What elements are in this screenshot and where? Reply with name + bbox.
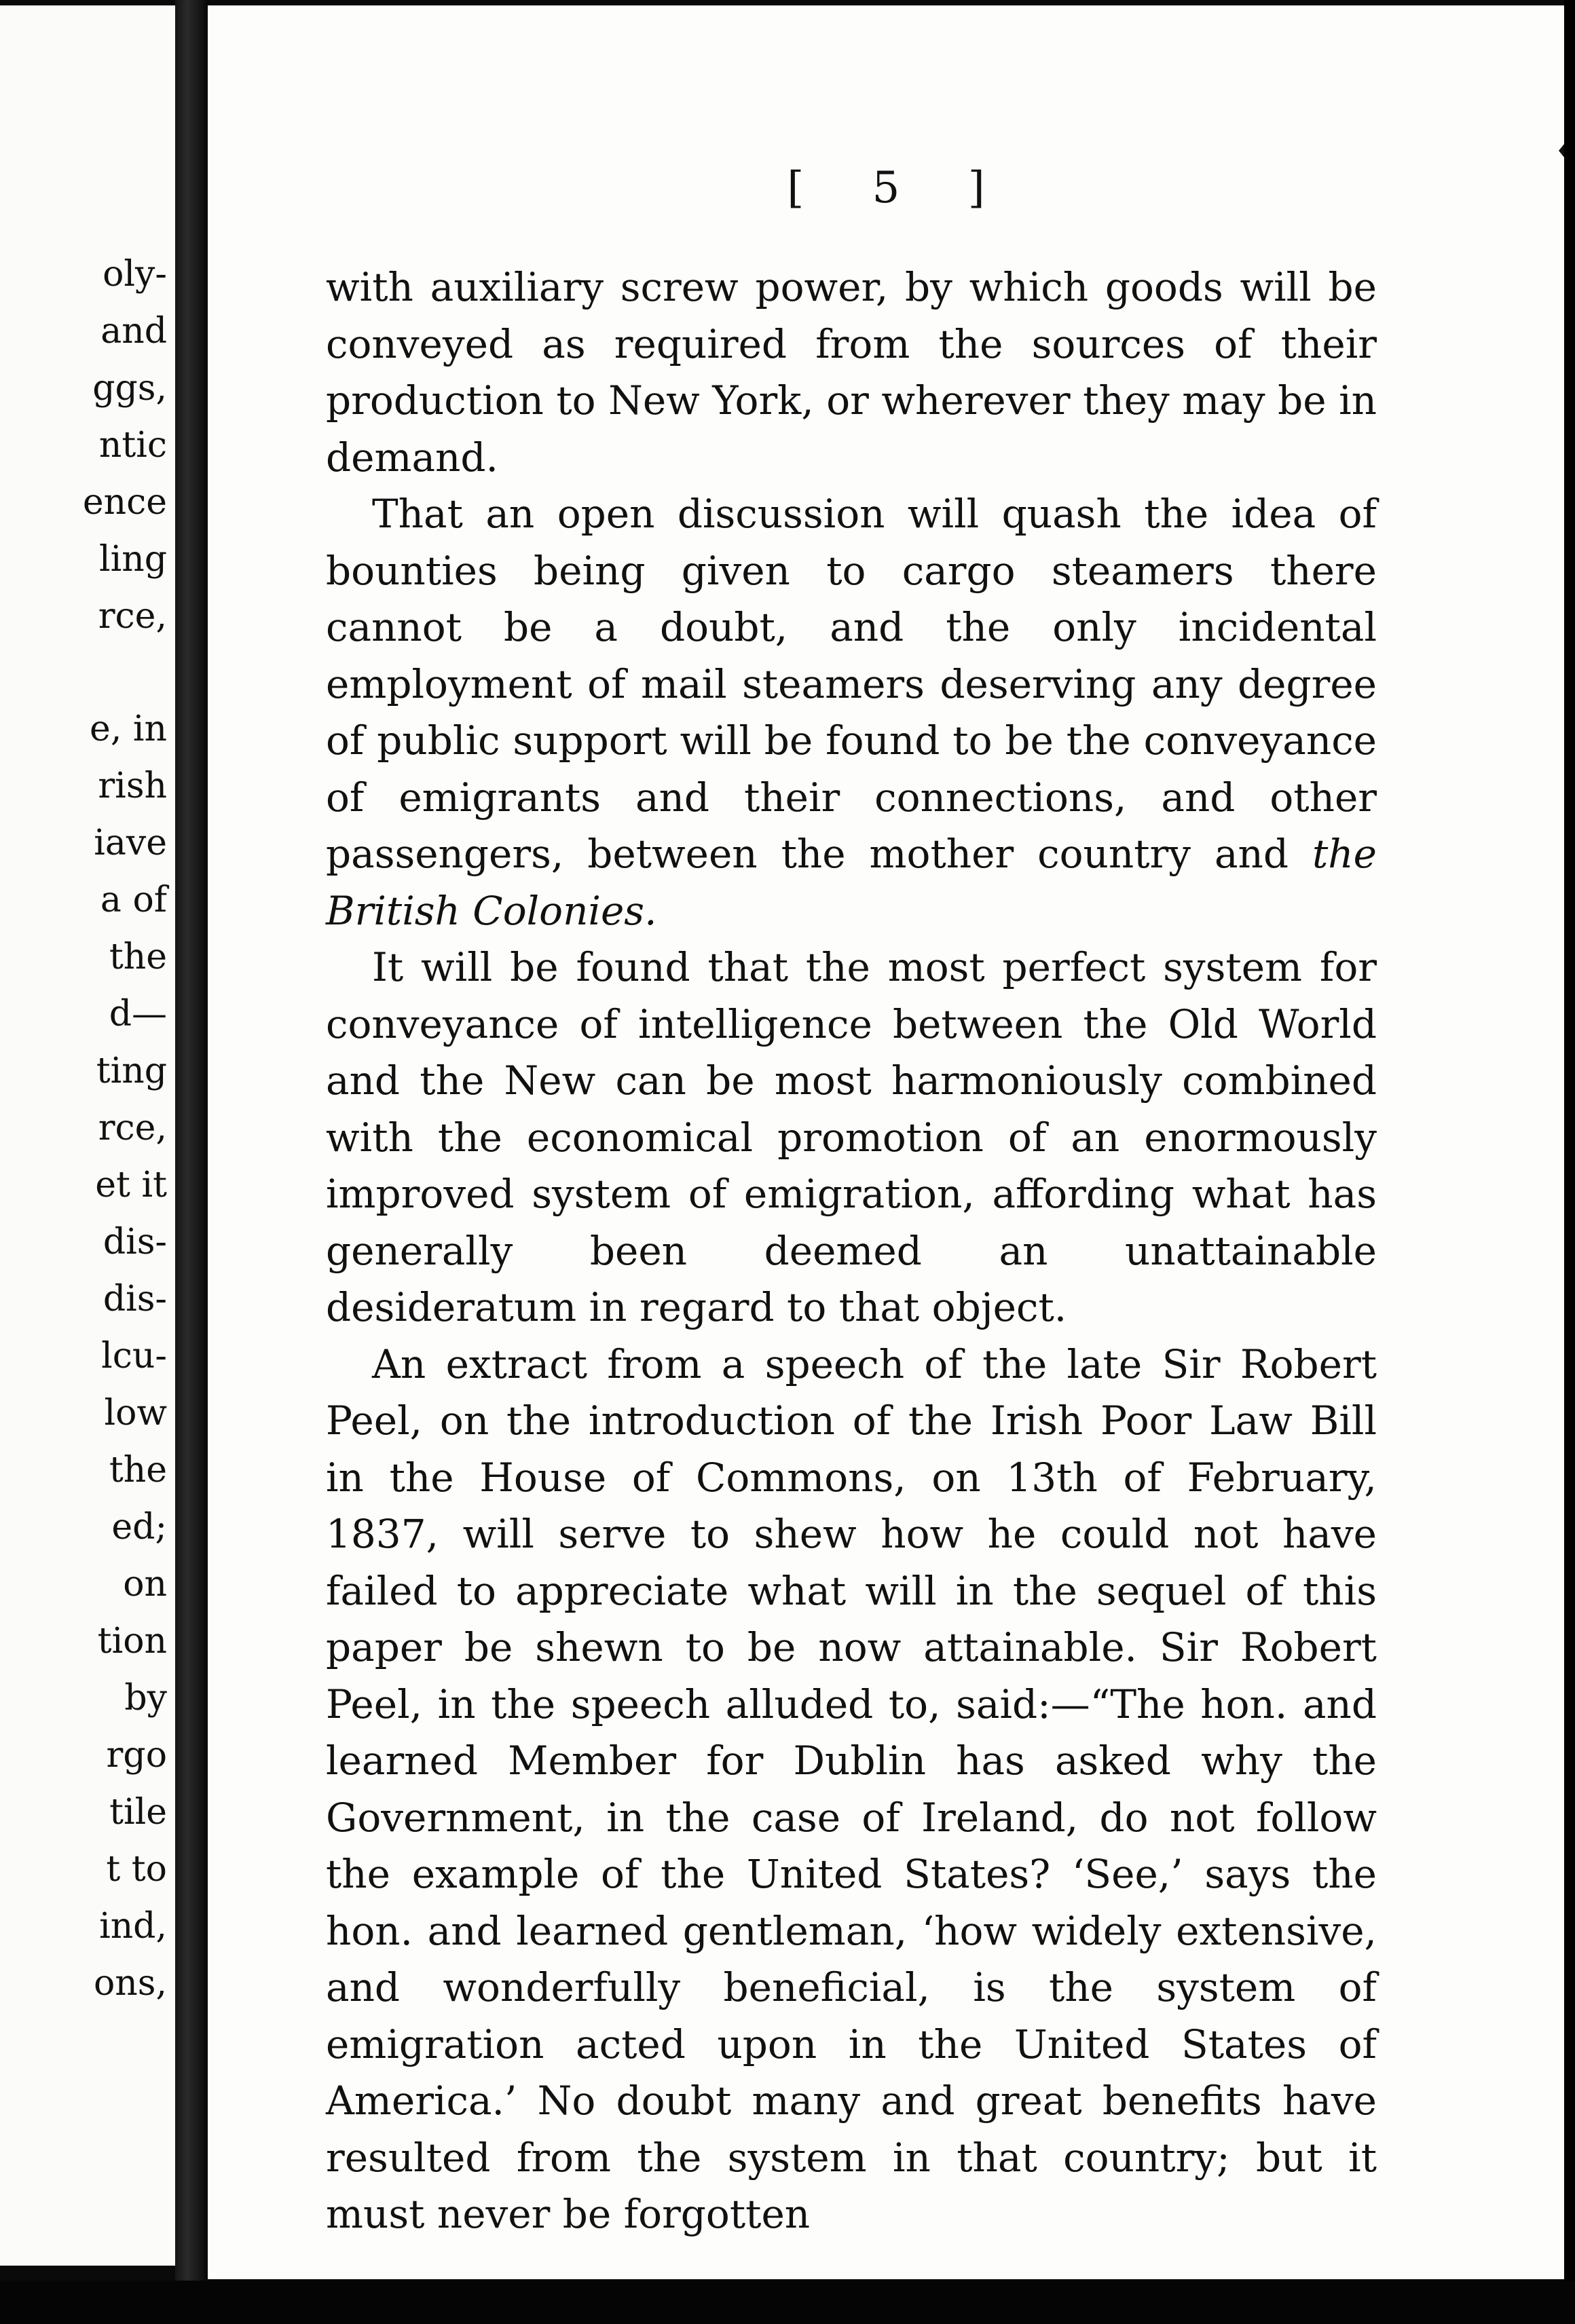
left-line-fragment: rce, xyxy=(98,596,167,637)
scan-bottom-border xyxy=(0,2281,1575,2324)
left-line-fragment: rish xyxy=(98,766,167,806)
paragraph xyxy=(326,486,1377,939)
left-line-fragment: ting xyxy=(96,1051,167,1091)
left-line-fragment: lcu- xyxy=(101,1336,167,1376)
left-line-fragment: d— xyxy=(109,994,167,1034)
left-line-fragment: iave xyxy=(94,823,167,863)
paragraph-text: An extract from a speech of the late Sir Robert Peel, on the introduction of the Irish Poor Law Bill in the House of Commons, on 13th of February, 1837, will serve to shew how he could not have failed to appreciate what will in the sequel of this paper be shewn to be now attainable. Sir Robert Peel, in the speech alluded to, said:—“The hon. and learned Member for Dublin has asked why the Government, in the case of Ireland, do not follow the example of the United States? ‘See,’ says the hon. and learned gentleman, ‘how widely extensive, and wonderfully beneficial, is the system of emigration acted upon in the United States of America.’ No doubt many and great benefits have resulted from the system in that country; but it must never be forgotten xyxy=(326,1341,1377,2237)
left-line-fragment: dis- xyxy=(103,1222,167,1262)
left-page xyxy=(0,5,177,2266)
left-line-fragment: oly- xyxy=(103,254,167,295)
left-line-fragment: on xyxy=(123,1564,167,1605)
left-line-fragment: ntic xyxy=(98,425,167,466)
left-line-fragment: et it xyxy=(95,1165,167,1205)
left-line-fragment: tile xyxy=(109,1792,167,1833)
left-line-fragment: ggs, xyxy=(92,368,167,409)
left-line-fragment: low xyxy=(104,1393,167,1433)
page-number: [ 5 ] xyxy=(787,163,1012,213)
paragraph-text: That an open discussion will quash the idea of bounties being given to cargo steamers there cannot be a doubt, and the only incidental employment of mail steamers deserving any degree of public support will be found to be the conveyance of emigrants and their connections, and other passengers, between the mother country and xyxy=(326,491,1377,877)
right-page xyxy=(208,5,1564,2279)
left-line-fragment: rgo xyxy=(106,1735,167,1776)
book-gutter xyxy=(175,0,209,2281)
left-line-fragment: ling xyxy=(98,539,167,580)
left-line-fragment: and xyxy=(100,311,167,352)
paragraph xyxy=(326,259,1377,486)
paragraph xyxy=(326,1336,1377,2243)
left-line-fragment: ind, xyxy=(99,1906,167,1947)
paragraph-text: with auxiliary screw power, by which goods will be conveyed as required from the sources of their production to New York, or wherever they may be in demand. xyxy=(326,264,1377,481)
left-line-fragment: ed; xyxy=(111,1507,167,1548)
left-line-fragment: e, in xyxy=(90,709,167,749)
left-line-fragment: ons, xyxy=(93,1963,167,2004)
italic-phrase: the British Colonies. xyxy=(326,831,1377,934)
left-line-fragment: dis- xyxy=(103,1279,167,1319)
left-line-fragment: the xyxy=(109,937,167,977)
left-line-fragment: a of xyxy=(100,880,167,920)
body-text xyxy=(326,259,1377,2243)
paragraph-text: It will be found that the most perfect system for conveyance of intelligence between the Old World and the New can be most harmoniously combined with the economical promotion of an enormously improved system of emigration, affording what has generally been deemed an unattainable desideratum in regard to that object. xyxy=(326,944,1377,1330)
left-line-fragment: t to xyxy=(106,1849,167,1890)
left-line-fragment: by xyxy=(124,1678,167,1719)
left-line-fragment: ence xyxy=(82,482,167,523)
left-line-fragment: the xyxy=(109,1450,167,1491)
scan-right-border xyxy=(1564,0,1575,2324)
left-line-fragment: rce, xyxy=(98,1108,167,1148)
paragraph xyxy=(326,939,1377,1336)
left-line-fragment: tion xyxy=(97,1621,167,1662)
